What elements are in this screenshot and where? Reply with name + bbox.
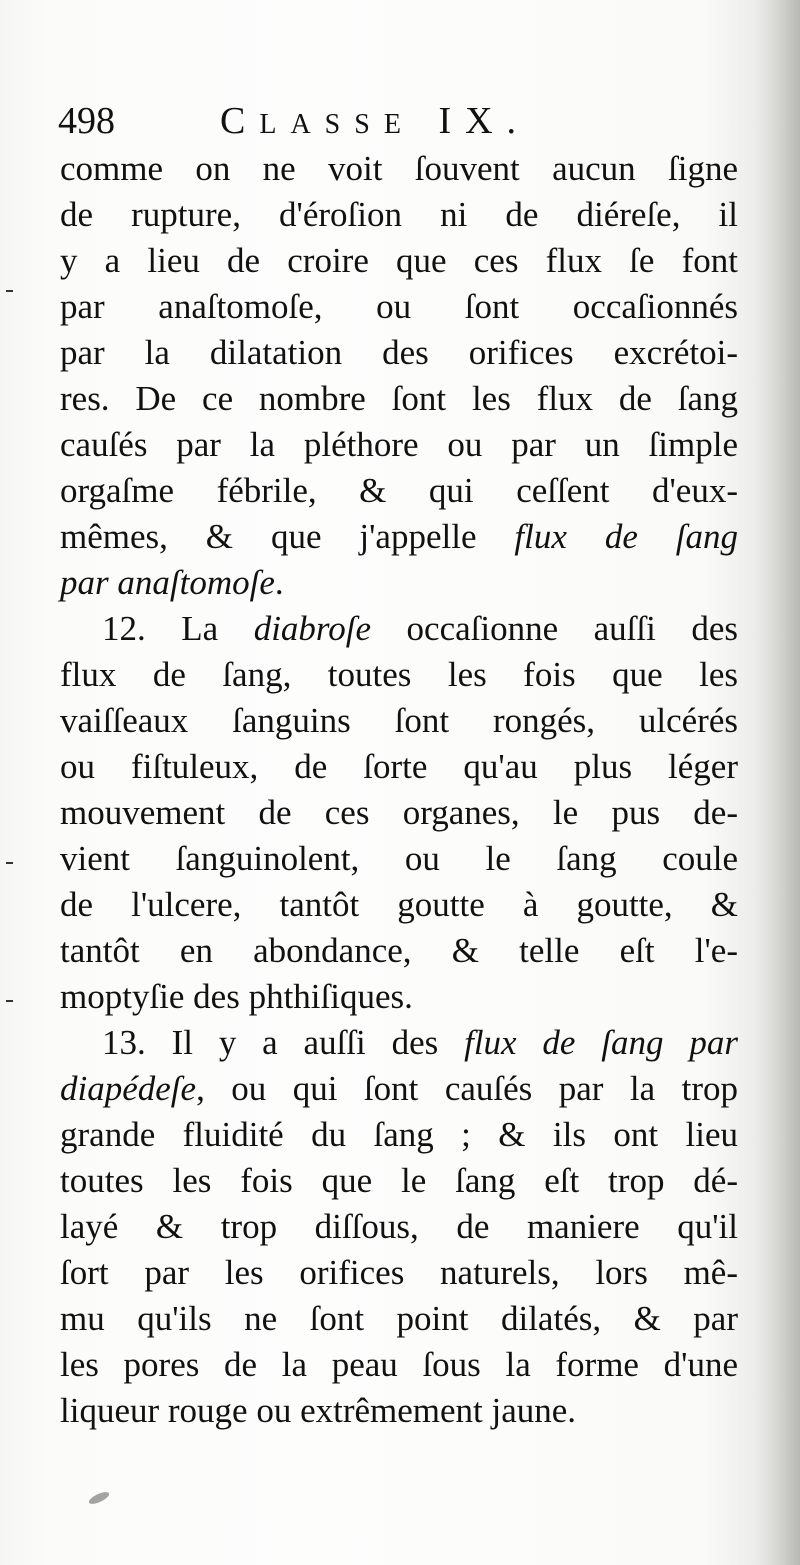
paragraph-12-start xyxy=(60,606,738,652)
classe-initial: C xyxy=(220,100,260,142)
text-run: 13. Il y a auſſi des xyxy=(102,1023,465,1062)
text-line: ou fiſtuleux, de ſorte qu'au plus léger xyxy=(60,747,738,786)
running-head xyxy=(58,96,758,146)
text-line: mu qu'ils ne ſont point dilatés, & par xyxy=(60,1299,738,1338)
italic-term: diapédeſe xyxy=(60,1069,197,1108)
italic-term: flux de ſang par xyxy=(464,1023,738,1062)
italic-term: flux de ſang xyxy=(514,517,739,556)
text-line: de l'ulcere, tantôt goutte à goutte, & xyxy=(60,885,738,924)
text-line: par la dilatation des orifices excrétoi- xyxy=(60,333,738,372)
text-line: comme on ne voit ſouvent aucun ſigne xyxy=(60,149,738,188)
text-run: 12. La xyxy=(102,609,254,648)
classe-number: IX. xyxy=(438,100,531,142)
text-line: layé & trop diſſous, de maniere qu'il xyxy=(60,1207,738,1246)
ink-smudge xyxy=(87,1490,110,1507)
text-line: vaiſſeaux ſanguins ſont rongés, ulcérés xyxy=(60,701,738,740)
italic-term: diabroſe xyxy=(253,609,372,648)
text-line: de rupture, d'éroſion ni de diéreſe, il xyxy=(60,195,738,234)
page-edge-shadow xyxy=(754,0,800,1565)
text-line: par anaſtomoſe, ou ſont occaſionnés xyxy=(60,287,738,326)
text-line: res. De ce nombre ſont les flux de ſang xyxy=(60,379,738,418)
text-line: y a lieu de croire que ces flux ſe font xyxy=(60,241,738,280)
text-line: flux de ſang, toutes les fois que les xyxy=(60,655,738,694)
chapter-title xyxy=(220,96,530,150)
text-line: orgaſme fébrile, & qui ceſſent d'eux- xyxy=(60,471,738,510)
text-run: occaſionne auſſi des xyxy=(371,609,739,648)
text-line: toutes les fois que le ſang eſt trop dé- xyxy=(60,1161,738,1200)
text-line: tantôt en abondance, & telle eſt l'e- xyxy=(60,931,738,970)
text-run: . xyxy=(274,563,284,602)
text-line: cauſés par la pléthore ou par un ſimple xyxy=(60,425,738,464)
text-line xyxy=(60,514,738,560)
margin-mark xyxy=(6,1000,13,1002)
text-run: , ou qui ſont cauſés par la trop xyxy=(196,1069,738,1108)
text-line xyxy=(60,560,738,606)
margin-mark xyxy=(6,862,13,864)
text-line: les pores de la peau ſous la forme d'une xyxy=(60,1345,738,1384)
body-text xyxy=(60,146,738,1434)
text-line: ſort par les orifices naturels, lors mê- xyxy=(60,1253,738,1292)
text-line: moptyſie des phthiſiques. xyxy=(60,977,413,1016)
paragraph-13-start xyxy=(60,1020,738,1066)
text-line: grande fluidité du ſang ; & ils ont lieu xyxy=(60,1115,738,1154)
italic-term: par anaſtomoſe xyxy=(60,563,275,602)
text-line: liqueur rouge ou extrêmement jaune. xyxy=(60,1391,577,1430)
margin-mark xyxy=(6,290,13,292)
text-run: mêmes, & que j'appelle xyxy=(60,517,515,556)
text-line xyxy=(60,1066,738,1112)
text-line: mouvement de ces organes, le pus de- xyxy=(60,793,738,832)
text-line: vient ſanguinolent, ou le ſang coule xyxy=(60,839,738,878)
classe-word: LASSE xyxy=(259,109,415,140)
page-number: 498 xyxy=(58,100,115,142)
